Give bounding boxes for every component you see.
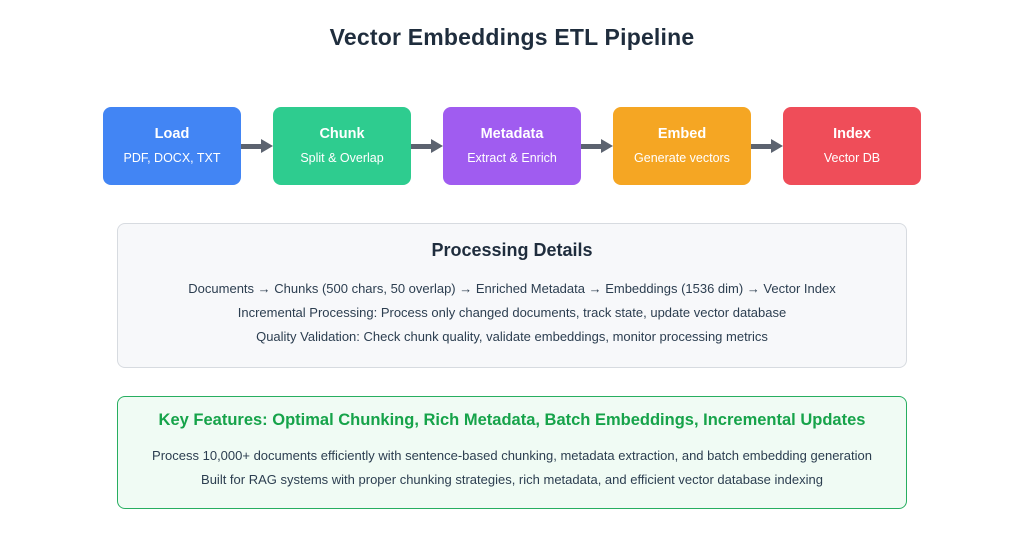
processing-details-line: Quality Validation: Check chunk quality, validate embeddings, monitor processing metrics [256,329,768,345]
processing-details-heading: Processing Details [431,240,593,260]
pipeline-row [0,107,1024,185]
key-features-panel [117,396,907,509]
pipeline-stage-index [783,107,921,185]
stage-title: Load [154,126,190,142]
processing-details-panel [117,223,907,368]
key-features-line: Process 10,000+ documents efficiently with sentence-based chunking, metadata extraction, and batch embedding generation [152,448,872,464]
diagram-page [0,24,1024,552]
key-features-line: Built for RAG systems with proper chunking strategies, rich metadata, and efficient vector database indexing [201,472,823,488]
pipeline-stage-metadata [443,107,581,185]
key-features-heading: Key Features: Optimal Chunking, Rich Metadata, Batch Embeddings, Incremental Updates [158,411,866,430]
stage-subtitle: Split & Overlap [300,151,384,165]
stage-title: Index [833,126,871,142]
stage-subtitle: PDF, DOCX, TXT [123,151,221,165]
arrow-right-icon [411,138,443,154]
arrow-right-icon [751,138,783,154]
stage-title: Chunk [319,126,365,142]
page-title: Vector Embeddings ETL Pipeline [329,24,695,50]
arrow-right-icon [241,138,273,154]
processing-details-line: Documents → Chunks (500 chars, 50 overlap) → Enriched Metadata → Embeddings (1536 dim) → Vector Index [188,281,836,296]
pipeline-stage-chunk [273,107,411,185]
pipeline-stage-embed [613,107,751,185]
processing-details-line: Incremental Processing: Process only changed documents, track state, update vector database [237,305,787,321]
arrow-right-icon [581,138,613,154]
stage-subtitle: Generate vectors [634,151,730,165]
stage-subtitle: Extract & Enrich [467,151,557,165]
stage-subtitle: Vector DB [823,151,881,165]
pipeline-stage-load [103,107,241,185]
stage-title: Embed [657,126,707,142]
stage-title: Metadata [480,126,544,142]
